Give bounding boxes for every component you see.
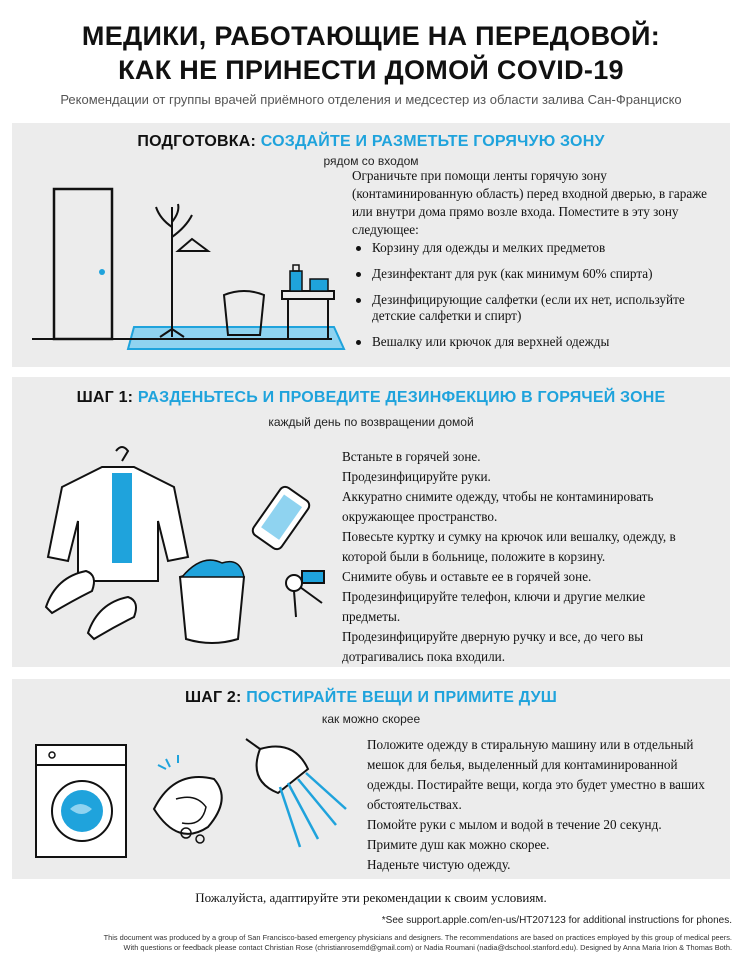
credit-line-2: With questions or feedback please contact Christian Rose (christianrosemd@gmail.com) or Nadia Roumani (nadia@dschool.stanford.edu). Designed by Anna Maria Irion & Thomas Both.: [123, 943, 732, 952]
door-icon: [54, 189, 112, 339]
washing-machine-icon: [36, 745, 126, 857]
credits: [2, 933, 732, 953]
step1-line: Продезинфицируйте руки.: [342, 469, 491, 484]
prep-subtitle: рядом со входом: [323, 154, 419, 168]
step2-line: Положите одежду в стиральную машину или в отдельный: [367, 737, 694, 752]
phones-note: *See support.apple.com/en-us/HT207123 for additional instructions for phones.: [381, 915, 732, 926]
title-line-1: МЕДИКИ, РАБОТАЮЩИЕ НА ПЕРЕДОВОЙ:: [81, 21, 661, 51]
prep-heading: [12, 133, 730, 151]
phone-icon: [250, 484, 311, 551]
prep-item: Корзину для одежды и мелких предметов: [352, 240, 722, 256]
step2-line: Примите душ как можно скорее.: [367, 837, 550, 852]
step1-panel: [12, 377, 730, 667]
prep-item: Дезинфектант для рук (как минимум 60% спирта): [352, 266, 722, 282]
prep-title: СОЗДАЙТЕ И РАЗМЕТЬТЕ ГОРЯЧУЮ ЗОНУ: [260, 133, 605, 150]
step1-title: РАЗДЕНЬТЕСЬ И ПРОВЕДИТЕ ДЕЗИНФЕКЦИЮ В ГОРЯЧЕЙ ЗОНЕ: [137, 389, 666, 406]
step1-line: Снимите обувь и оставьте ее в горячей зоне.: [342, 569, 592, 584]
title-line-2: КАК НЕ ПРИНЕСТИ ДОМОЙ COVID-19: [118, 55, 624, 85]
step1-line: Встаньте в горячей зоне.: [342, 449, 481, 464]
coat-rack-icon: [156, 204, 208, 337]
step1-line: предметы.: [342, 609, 401, 624]
step1-subtitle: каждый день по возвращении домой: [268, 415, 474, 429]
step1-line: которой были в больнице, положите в корзину.: [342, 549, 606, 564]
step2-label: ШАГ 2:: [184, 689, 242, 706]
step2-line: мешок для белья, выделенный для контаминированной: [367, 757, 678, 772]
step1-line: Продезинфицируйте телефон, ключи и другие мелкие: [342, 589, 646, 604]
credit-line-1: This document was produced by a group of San Francisco-based emergency physicians and designers. The recommendations are based on practices employed by this group of medical peers.: [103, 933, 732, 942]
step1-label: ШАГ 1:: [76, 389, 134, 406]
undress-illustration: [32, 437, 352, 657]
keys-icon: [286, 571, 324, 617]
subtitle: Рекомендации от группы врачей приёмного отделения и медсестер из области залива Сан-Франциско: [60, 92, 682, 107]
step2-line: Помойте руки с мылом и водой в течение 20 секунд.: [367, 817, 662, 832]
step1-list: [342, 447, 722, 667]
step2-line: Наденьте чистую одежду.: [367, 857, 511, 872]
laundry-basket-icon: [180, 560, 244, 643]
step1-line: окружающее пространство.: [342, 509, 498, 524]
jacket-icon: [48, 447, 188, 581]
step2-panel: [12, 679, 730, 879]
step2-subtitle: как можно скорее: [321, 712, 421, 726]
prep-panel: [12, 123, 730, 367]
step1-line: Продезинфицируйте дверную ручку и все, до чего вы: [342, 629, 644, 644]
prep-item: Дезинфицирующие салфетки (если их нет, используйте детские салфетки и спирт): [352, 292, 722, 324]
step2-list: [367, 735, 727, 875]
handwash-icon: [154, 755, 222, 843]
step1-heading: [12, 389, 730, 407]
step2-title: ПОСТИРАЙТЕ ВЕЩИ И ПРИМИТЕ ДУШ: [246, 689, 558, 706]
prep-intro: Ограничьте при помощи ленты горячую зону (контаминированную область) перед входной дверью, в гараже или внутри дома прямо возле входа. Поместите в эту зону следующее:: [352, 168, 707, 237]
prep-item: Вешалку или крючок для верхней одежды: [352, 334, 722, 350]
prep-list: [352, 240, 722, 350]
step2-line: обстоятельствах.: [367, 797, 462, 812]
prep-label: ПОДГОТОВКА:: [137, 133, 257, 150]
step1-line: Аккуратно снимите одежду, чтобы не контаминировать: [342, 489, 654, 504]
step2-heading: [12, 689, 730, 707]
step1-line: дотрагивались пока входили.: [342, 649, 506, 664]
step1-line: Повесьте куртку и сумку на крючок или вешалку, одежду, в: [342, 529, 676, 544]
sanitizer-icon: [290, 271, 302, 291]
shower-head-icon: [246, 739, 346, 847]
hot-zone-illustration: [32, 167, 352, 367]
wash-illustration: [26, 729, 346, 869]
step2-line: одежды. Постирайте вещи, когда это будет уместно в ваших: [367, 777, 705, 792]
footer-note: Пожалуйста, адаптируйте эти рекомендации к своим условиям.: [195, 890, 547, 905]
wipes-icon: [310, 279, 328, 291]
